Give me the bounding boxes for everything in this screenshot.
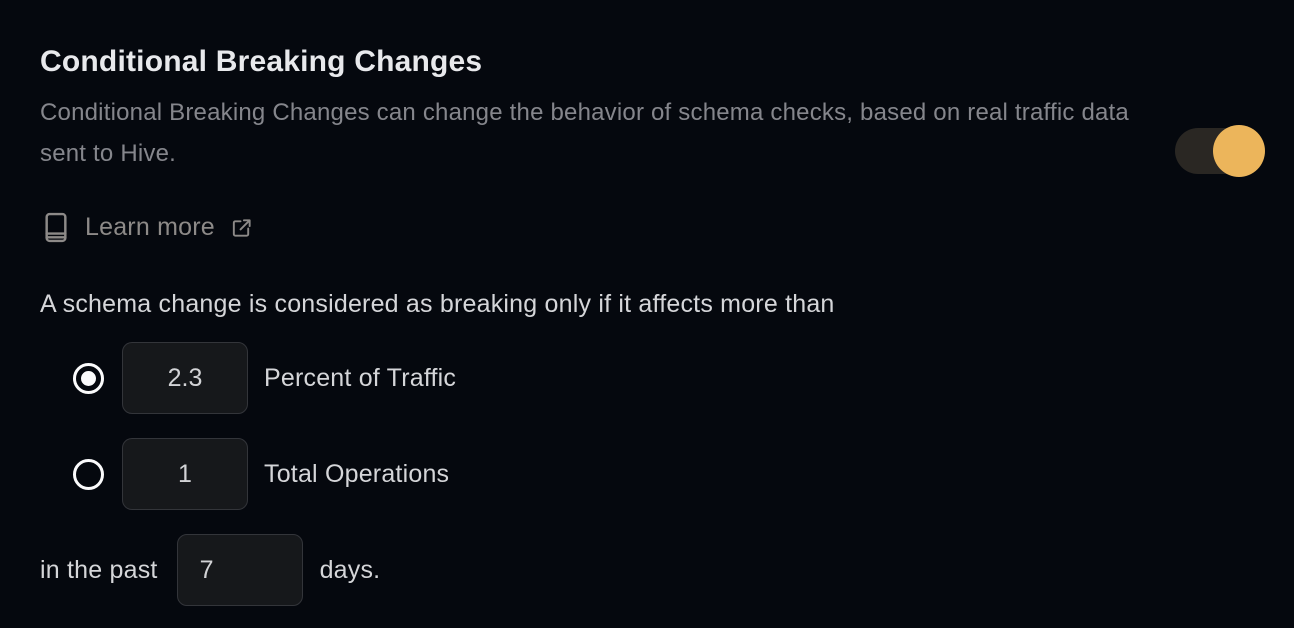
external-link-icon	[230, 216, 253, 239]
percent-of-traffic-label[interactable]: Percent of Traffic	[264, 363, 457, 392]
period-suffix-text: days.	[319, 555, 381, 584]
period-prefix-text: in the past	[40, 555, 158, 584]
learn-more-label: Learn more	[85, 212, 215, 241]
threshold-intro-text: A schema change is considered as breaking only if it affects more than	[40, 290, 835, 318]
percent-of-traffic-radio[interactable]	[73, 363, 104, 394]
total-operations-input[interactable]	[122, 438, 248, 510]
percent-of-traffic-input[interactable]	[122, 342, 248, 414]
page-title: Conditional Breaking Changes	[40, 45, 483, 78]
panel-description: Conditional Breaking Changes can change the behavior of schema checks, based on real traffic data sent to Hive.	[40, 99, 1129, 167]
toggle-thumb	[1213, 125, 1265, 177]
period-row	[40, 534, 380, 606]
period-days-input[interactable]	[177, 534, 303, 606]
total-operations-option-row	[73, 438, 449, 510]
total-operations-label[interactable]: Total Operations	[264, 459, 450, 488]
conditional-breaking-changes-toggle[interactable]	[1175, 128, 1263, 174]
radio-dot	[81, 371, 96, 386]
learn-more-link[interactable]	[42, 206, 253, 248]
book-icon	[42, 211, 70, 244]
percent-of-traffic-option-row	[73, 342, 456, 414]
total-operations-radio[interactable]	[73, 459, 104, 490]
